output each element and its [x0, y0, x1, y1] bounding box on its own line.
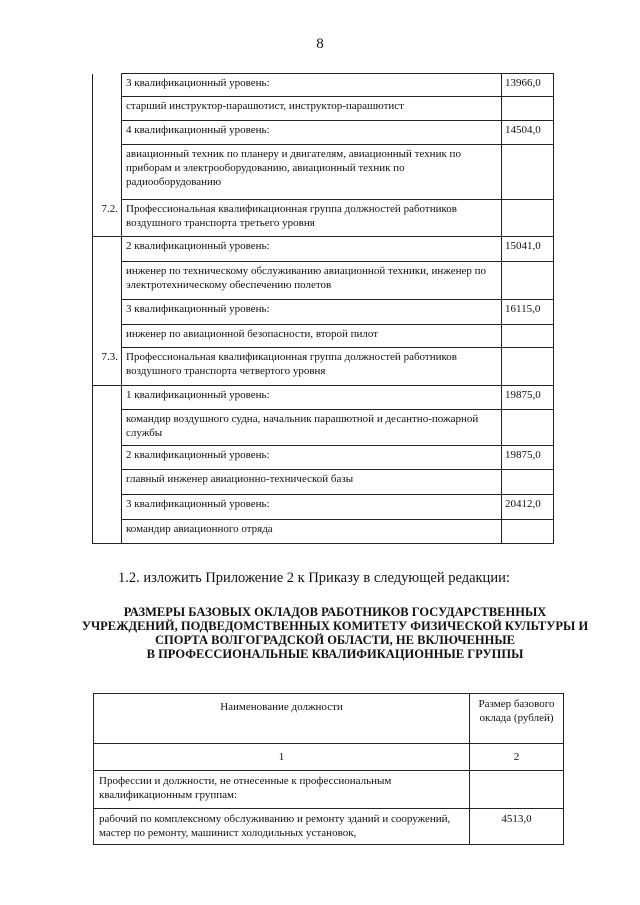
table-row: [93, 325, 554, 348]
group-number: [93, 446, 122, 470]
salary-value: [502, 97, 554, 121]
group-number: [93, 237, 122, 262]
group-number: [93, 495, 122, 520]
column-number-row: [94, 744, 564, 771]
group-number: [93, 97, 122, 121]
salary-value: 13966,0: [502, 74, 554, 97]
table-header-row: [94, 694, 564, 744]
heading-line: РАЗМЕРЫ БАЗОВЫХ ОКЛАДОВ РАБОТНИКОВ ГОСУДАРСТВЕННЫХ: [123, 605, 547, 619]
salary-value: 16115,0: [502, 300, 554, 325]
table-row: [93, 520, 554, 544]
table-row: [93, 386, 554, 410]
table-row: [93, 200, 554, 237]
position-text: командир воздушного судна, начальник парашютной и десантно-пожарной службы: [122, 410, 502, 446]
position-text: Профессиональная квалификационная группа должностей работников воздушного транспорта четвертого уровня: [122, 348, 502, 386]
position-text: старший инструктор-парашютист, инструктор-парашютист: [122, 97, 502, 121]
table-row: [93, 262, 554, 300]
position-text: инженер по авиационной безопасности, второй пилот: [122, 325, 502, 348]
table-row: [93, 446, 554, 470]
position-text: авиационный техник по планеру и двигателям, авиационный техник по приборам и электрооборудованию, авиационный техник по радиооборудованию: [122, 145, 502, 200]
row-value: 4513,0: [470, 809, 564, 845]
heading-line: СПОРТА ВОЛГОГРАДСКОЙ ОБЛАСТИ, НЕ ВКЛЮЧЕННЫЕ: [154, 633, 515, 647]
position-text: 2 квалификационный уровень:: [122, 446, 502, 470]
salary-value: 14504,0: [502, 121, 554, 145]
position-text: командир авиационного отряда: [122, 520, 502, 544]
salary-value: [502, 348, 554, 386]
position-text: Профессиональная квалификационная группа должностей работников воздушного транспорта третьего уровня: [122, 200, 502, 237]
group-number: [93, 262, 122, 300]
table-row: [94, 809, 564, 845]
heading-line: УЧРЕЖДЕНИЙ, ПОДВЕДОМСТВЕННЫХ КОМИТЕТУ ФИЗИЧЕСКОЙ КУЛЬТУРЫ И: [81, 619, 589, 633]
group-number: [93, 74, 122, 97]
salary-value: [502, 325, 554, 348]
column-number: 1: [94, 744, 470, 771]
table-row: [93, 410, 554, 446]
column-header-position: Наименование должности: [94, 694, 470, 744]
salary-value: [502, 200, 554, 237]
position-text: 3 квалификационный уровень:: [122, 495, 502, 520]
position-text: 4 квалификационный уровень:: [122, 121, 502, 145]
column-number: 2: [470, 744, 564, 771]
position-text: 3 квалификационный уровень:: [122, 300, 502, 325]
position-text: 1 квалификационный уровень:: [122, 386, 502, 410]
column-header-salary: Размер базового оклада (рублей): [470, 694, 564, 744]
row-text: Профессии и должности, не отнесенные к профессиональным квалификационным группам:: [94, 771, 470, 809]
group-number: [93, 386, 122, 410]
table-row: [93, 300, 554, 325]
row-value: [470, 771, 564, 809]
salary-value: [502, 262, 554, 300]
group-number: [93, 325, 122, 348]
position-text: 2 квалификационный уровень:: [122, 237, 502, 262]
table-row: [93, 237, 554, 262]
table-row: [93, 348, 554, 386]
group-number: [93, 145, 122, 200]
table-row: [94, 771, 564, 809]
position-text: инженер по техническому обслуживанию авиационной техники, инженер по электротехническому обеспечению полетов: [122, 262, 502, 300]
group-number: [93, 470, 122, 495]
page-number: 8: [316, 36, 324, 52]
group-number: [93, 121, 122, 145]
group-number: [93, 520, 122, 544]
position-text: главный инженер авиационно-технической базы: [122, 470, 502, 495]
table-row: [93, 121, 554, 145]
salary-value: 19875,0: [502, 446, 554, 470]
row-text: рабочий по комплексному обслуживанию и ремонту зданий и сооружений, мастер по ремонту, машинист холодильных установок,: [94, 809, 470, 845]
group-number: 7.2.: [93, 200, 122, 237]
salary-value: [502, 520, 554, 544]
salary-value: [502, 145, 554, 200]
position-text: 3 квалификационный уровень:: [122, 74, 502, 97]
table-row: [93, 74, 554, 97]
salary-value: 19875,0: [502, 386, 554, 410]
group-number: [93, 300, 122, 325]
group-number: 7.3.: [93, 348, 122, 386]
appendix-heading: [80, 605, 590, 661]
salary-table-aviation: [92, 73, 554, 544]
heading-line: В ПРОФЕССИОНАЛЬНЫЕ КВАЛИФИКАЦИОННЫЕ ГРУППЫ: [146, 647, 524, 661]
salary-value: [502, 410, 554, 446]
salary-value: [502, 470, 554, 495]
salary-value: 20412,0: [502, 495, 554, 520]
amendment-item: 1.2. изложить Приложение 2 к Приказу в следующей редакции:: [118, 570, 510, 586]
group-number: [93, 410, 122, 446]
table-row: [93, 97, 554, 121]
table-row: [93, 495, 554, 520]
salary-table-unclassified: [93, 693, 564, 845]
table-row: [93, 470, 554, 495]
table-row: [93, 145, 554, 200]
salary-value: 15041,0: [502, 237, 554, 262]
